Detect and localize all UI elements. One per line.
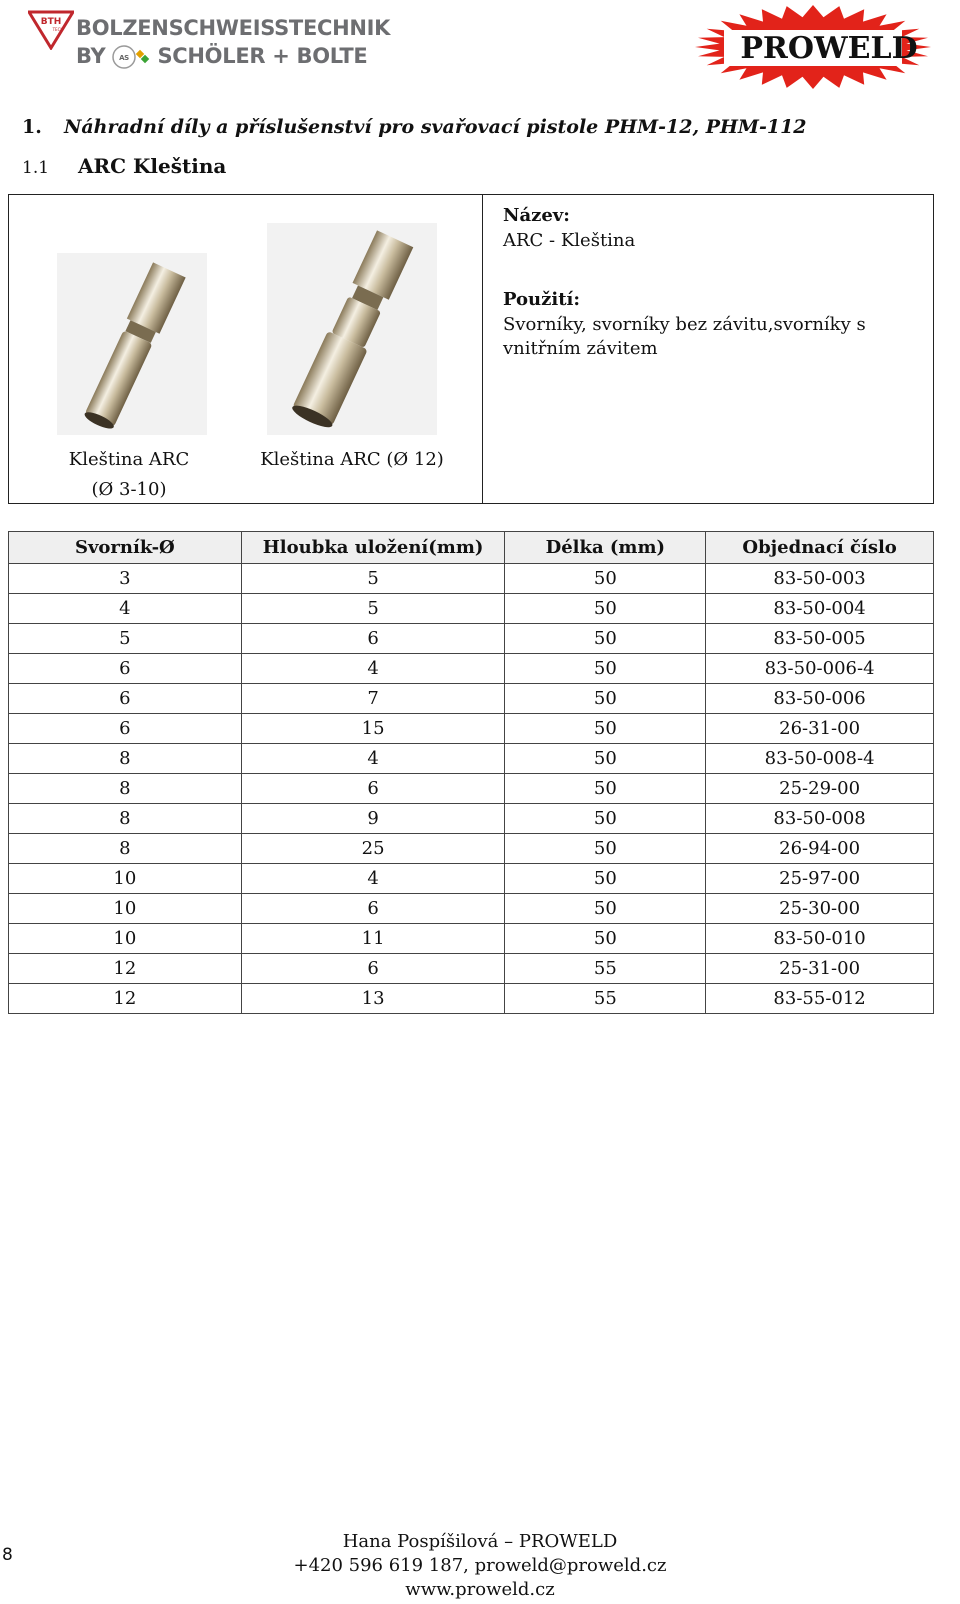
cell-order-number: 25-30-00 — [706, 894, 934, 924]
proweld-logo-text: PROWELD — [740, 31, 918, 66]
cell-stud-diameter: 4 — [9, 594, 242, 624]
as-logo-icon — [111, 44, 151, 70]
table-header-row — [9, 532, 934, 564]
cell-order-number: 83-55-012 — [706, 984, 934, 1014]
cell-order-number: 25-29-00 — [706, 774, 934, 804]
company-line2 — [76, 44, 367, 70]
cell-depth: 6 — [241, 774, 505, 804]
cell-length: 50 — [505, 924, 706, 954]
cell-depth: 15 — [241, 714, 505, 744]
footer-contact-name: Hana Pospíšilová – PROWELD — [342, 1531, 618, 1552]
as-badge-text: AS — [119, 54, 130, 62]
cell-depth: 4 — [241, 744, 505, 774]
cell-order-number: 83-50-005 — [706, 624, 934, 654]
proweld-logo — [688, 4, 938, 90]
product-info-box — [8, 194, 934, 504]
cell-stud-diameter: 3 — [9, 564, 242, 594]
proweld-burst-icon — [688, 4, 938, 90]
cell-depth: 4 — [241, 654, 505, 684]
product-details — [503, 203, 923, 361]
table-row — [9, 714, 934, 744]
section-heading — [22, 116, 807, 138]
footer — [250, 1530, 710, 1602]
caption-collet-small — [49, 445, 209, 505]
table-row — [9, 564, 934, 594]
cell-stud-diameter: 8 — [9, 744, 242, 774]
cell-length: 50 — [505, 624, 706, 654]
cell-depth: 25 — [241, 834, 505, 864]
caption-collet-large: Kleština ARC (Ø 12) — [260, 449, 444, 470]
cell-order-number: 83-50-003 — [706, 564, 934, 594]
subsection-title: ARC Kleština — [78, 154, 227, 178]
cell-stud-diameter: 12 — [9, 984, 242, 1014]
info-divider — [482, 195, 483, 503]
name-value: ARC - Kleština — [503, 230, 636, 251]
cell-length: 50 — [505, 744, 706, 774]
cell-order-number: 83-50-008-4 — [706, 744, 934, 774]
cell-depth: 4 — [241, 864, 505, 894]
usage-label: Použití: — [503, 289, 581, 310]
cell-length: 55 — [505, 954, 706, 984]
page-number: 8 — [2, 1545, 13, 1565]
cell-stud-diameter: 6 — [9, 654, 242, 684]
table-row — [9, 894, 934, 924]
header-length: Délka (mm) — [505, 532, 706, 564]
cell-order-number: 25-31-00 — [706, 954, 934, 984]
table-row — [9, 984, 934, 1014]
header-stud-diameter: Svorník-Ø — [9, 532, 242, 564]
cell-order-number: 26-94-00 — [706, 834, 934, 864]
table-row — [9, 804, 934, 834]
table-row — [9, 774, 934, 804]
cell-length: 55 — [505, 984, 706, 1014]
table-row — [9, 594, 934, 624]
cell-depth: 6 — [241, 624, 505, 654]
bth-logo — [28, 10, 391, 70]
cell-order-number: 83-50-004 — [706, 594, 934, 624]
table-row — [9, 954, 934, 984]
bth-badge-text: BTH — [40, 17, 62, 27]
cell-depth: 9 — [241, 804, 505, 834]
cell-stud-diameter: 6 — [9, 684, 242, 714]
cell-stud-diameter: 10 — [9, 864, 242, 894]
section-number: 1. — [22, 116, 42, 138]
collet-photo-large — [267, 223, 437, 435]
cell-length: 50 — [505, 774, 706, 804]
usage-value: Svorníky, svorníky bez závitu,svorníky s vnitřním závitem — [503, 314, 866, 359]
bth-triangle-icon — [28, 10, 74, 50]
bth-badge-sub: TECH — [52, 27, 64, 32]
cell-length: 50 — [505, 564, 706, 594]
cell-length: 50 — [505, 834, 706, 864]
section-title: Náhradní díly a příslušenství pro svařovací pistole PHM-12, PHM-112 — [64, 116, 807, 138]
table-row — [9, 924, 934, 954]
cell-order-number: 25-97-00 — [706, 864, 934, 894]
table-row — [9, 864, 934, 894]
cell-length: 50 — [505, 894, 706, 924]
footer-website: www.proweld.cz — [405, 1579, 555, 1600]
cell-order-number: 83-50-010 — [706, 924, 934, 954]
header-order-number: Objednací číslo — [706, 532, 934, 564]
cell-length: 50 — [505, 654, 706, 684]
subsection-number: 1.1 — [22, 158, 50, 178]
table-row — [9, 654, 934, 684]
cell-stud-diameter: 6 — [9, 714, 242, 744]
collet-photo-small — [57, 253, 207, 435]
cell-depth: 13 — [241, 984, 505, 1014]
company-line1: BOLZENSCHWEISSTECHNIK — [76, 16, 391, 40]
subsection-heading — [22, 154, 226, 178]
cell-depth: 6 — [241, 894, 505, 924]
table-row — [9, 684, 934, 714]
cell-length: 50 — [505, 594, 706, 624]
caption-collet-small-line2: (Ø 3-10) — [91, 479, 167, 500]
cell-depth: 7 — [241, 684, 505, 714]
company-name: SCHÖLER + BOLTE — [157, 44, 368, 68]
cell-stud-diameter: 10 — [9, 924, 242, 954]
cell-order-number: 83-50-008 — [706, 804, 934, 834]
cell-stud-diameter: 8 — [9, 834, 242, 864]
cell-length: 50 — [505, 864, 706, 894]
cell-order-number: 26-31-00 — [706, 714, 934, 744]
cell-depth: 5 — [241, 564, 505, 594]
cell-depth: 5 — [241, 594, 505, 624]
parts-table — [8, 531, 934, 1014]
cell-stud-diameter: 10 — [9, 894, 242, 924]
cell-depth: 11 — [241, 924, 505, 954]
cell-order-number: 83-50-006-4 — [706, 654, 934, 684]
cell-length: 50 — [505, 804, 706, 834]
cell-depth: 6 — [241, 954, 505, 984]
cell-stud-diameter: 8 — [9, 804, 242, 834]
name-label: Název: — [503, 205, 570, 226]
cell-stud-diameter: 5 — [9, 624, 242, 654]
cell-stud-diameter: 8 — [9, 774, 242, 804]
cell-length: 50 — [505, 684, 706, 714]
footer-contact-phone-email: +420 596 619 187, proweld@proweld.cz — [293, 1555, 667, 1576]
table-row — [9, 834, 934, 864]
cell-stud-diameter: 12 — [9, 954, 242, 984]
header-depth: Hloubka uložení(mm) — [241, 532, 505, 564]
caption-collet-small-line1: Kleština ARC — [68, 449, 190, 470]
cell-order-number: 83-50-006 — [706, 684, 934, 714]
table-row — [9, 624, 934, 654]
table-row — [9, 744, 934, 774]
company-by: BY — [76, 44, 106, 68]
cell-length: 50 — [505, 714, 706, 744]
